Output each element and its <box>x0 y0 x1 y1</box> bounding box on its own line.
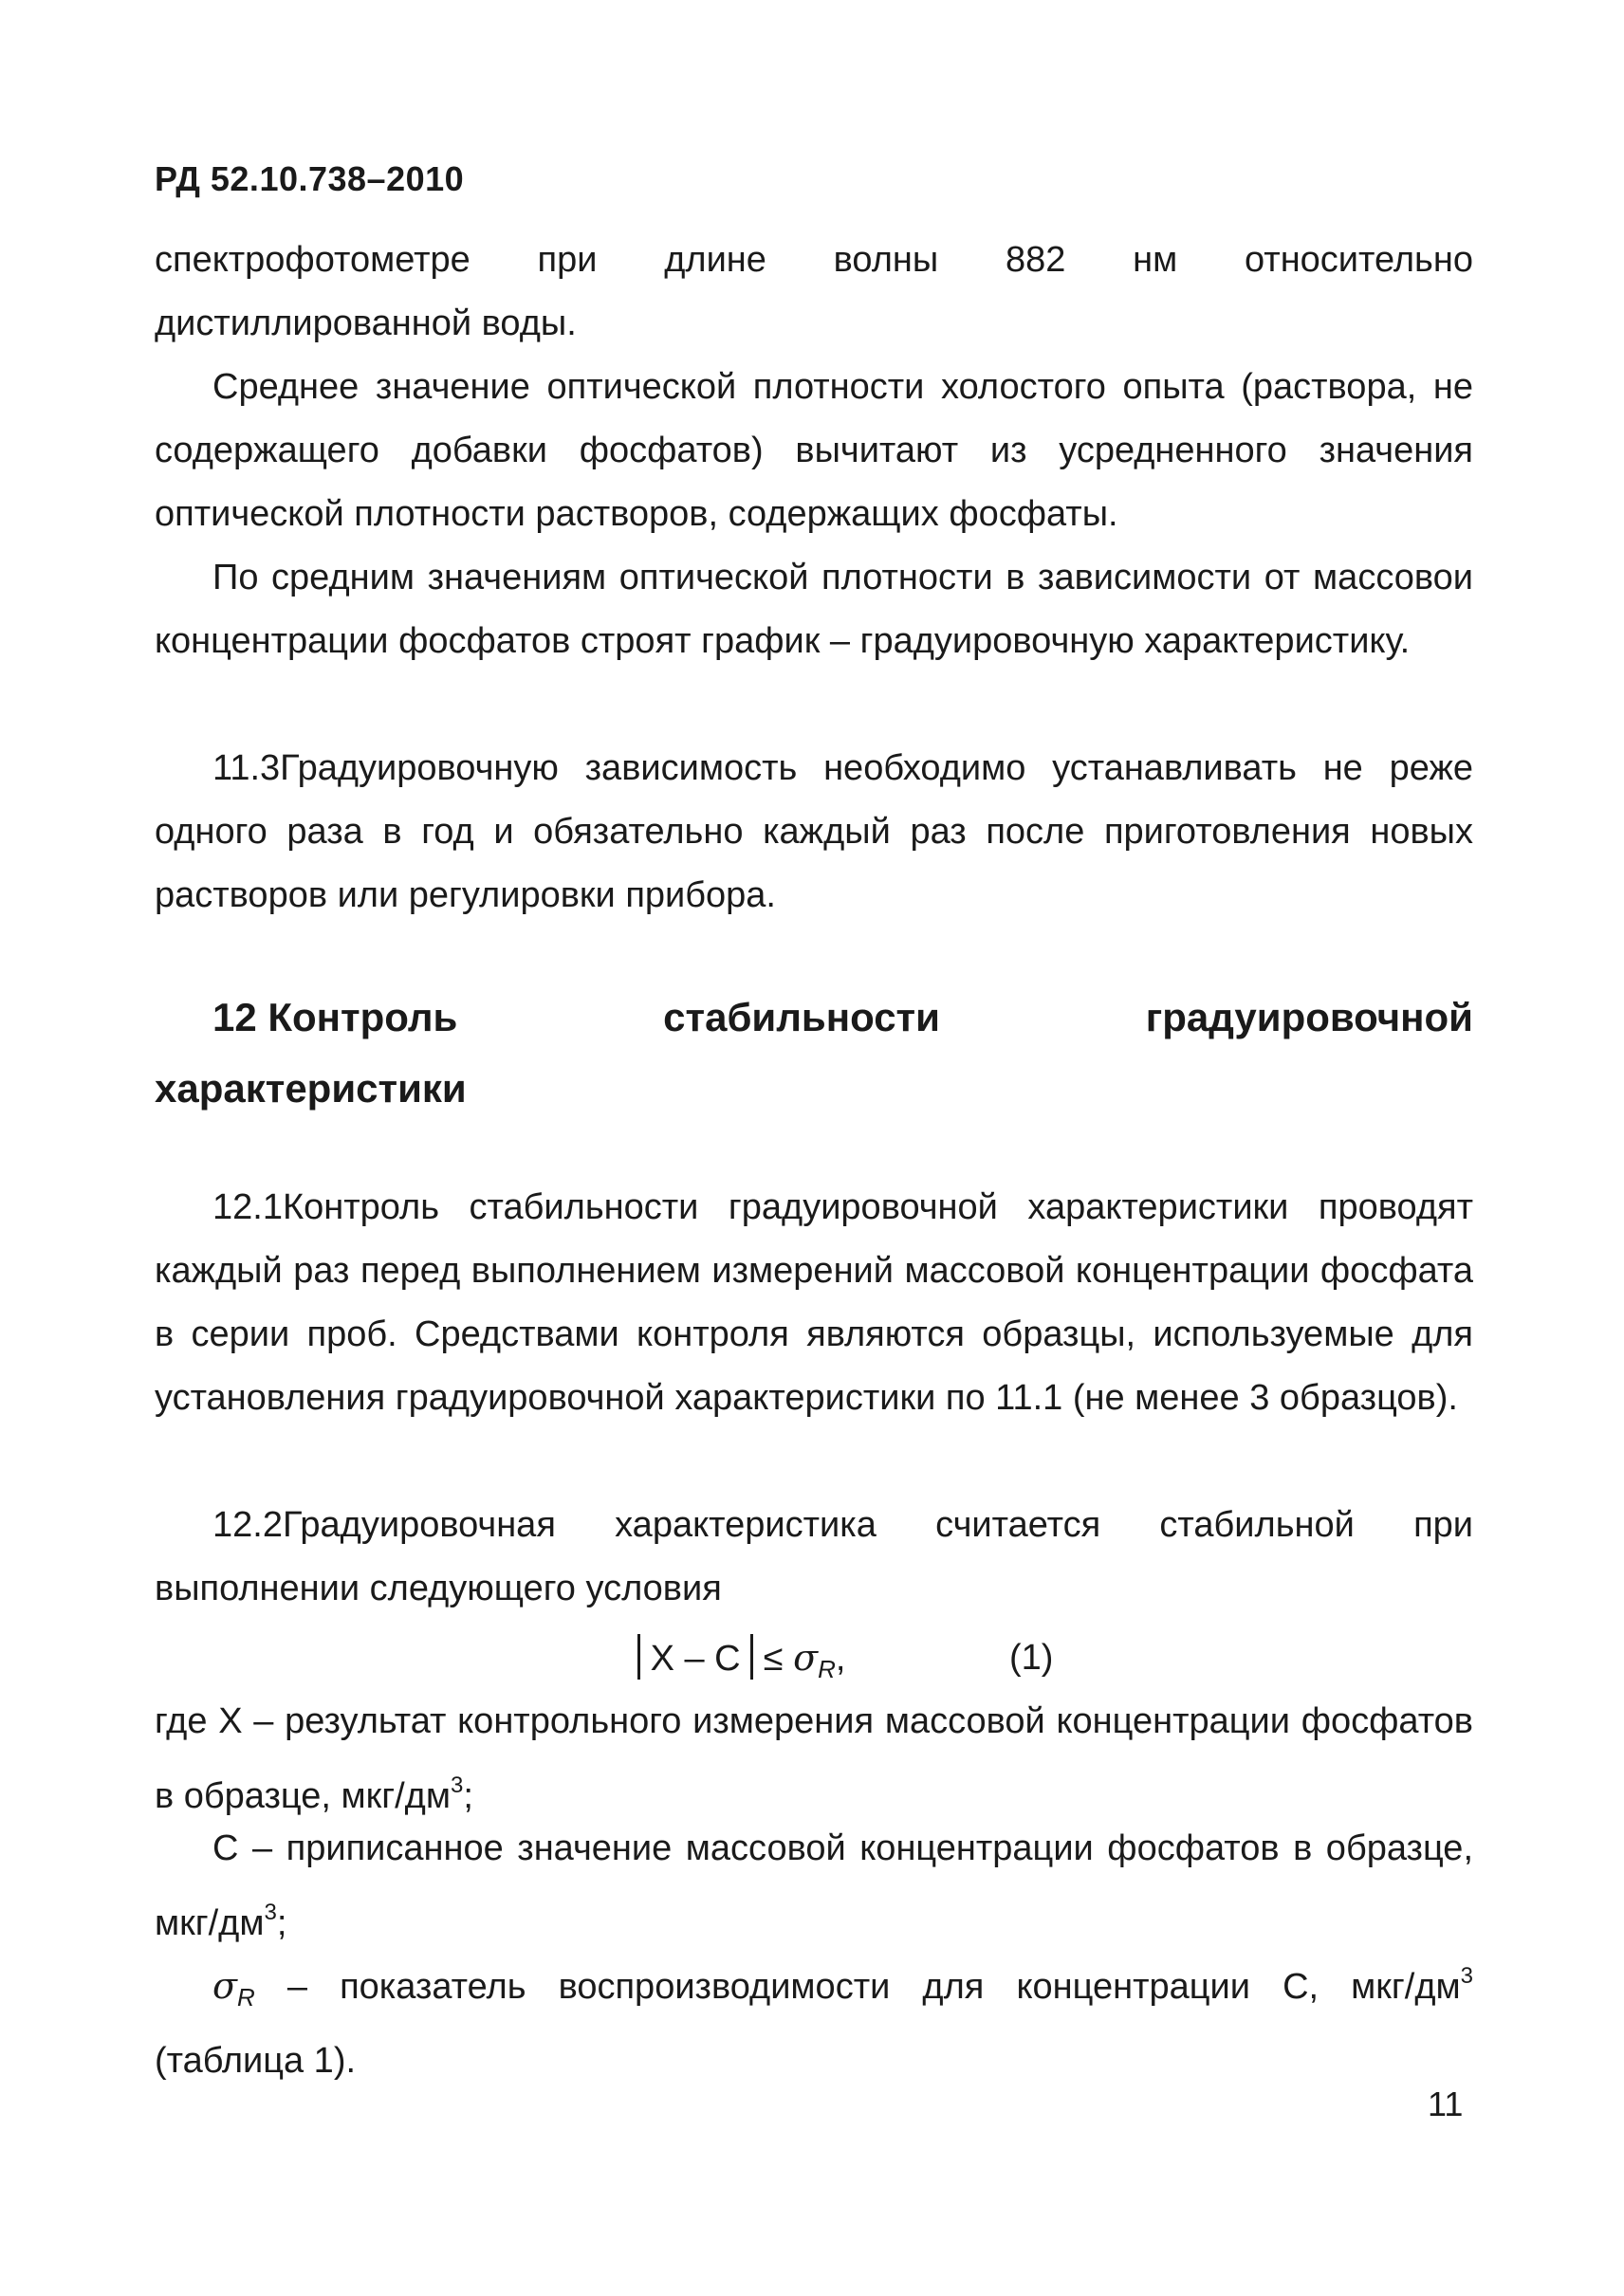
definition-x <box>155 1690 1473 1828</box>
word: при <box>1413 1505 1473 1545</box>
word: стабильной <box>1159 1505 1355 1545</box>
section-12-heading-line-2: характеристики <box>155 1066 467 1111</box>
word: волны <box>833 240 939 280</box>
definition-x-tail: ; <box>463 1776 473 1816</box>
heading-word: 12 Контроль <box>212 995 458 1039</box>
definition-sigma-text: – показатель воспроизводимости для концентрации C, мкг/дм <box>254 1967 1461 2007</box>
page-number: 11 <box>1428 2085 1464 2123</box>
formula-comma: , <box>835 1639 846 1679</box>
definition-c-tail: ; <box>276 1903 287 1943</box>
definition-c <box>155 1817 1473 1956</box>
word: считается <box>935 1505 1101 1545</box>
word: длине <box>664 240 766 280</box>
abs-bar-left <box>637 1634 640 1680</box>
paragraph-calibration-graph: По средним значениям оптической плотности в зависимости от массовои концентрации фосфатов строят график – градуировочную характеристику. <box>155 558 1473 661</box>
superscript-3: 3 <box>450 1773 464 1798</box>
sigma-subscript: R <box>818 1655 836 1683</box>
abs-bar-right <box>750 1634 753 1680</box>
formula-relation: ≤ <box>763 1639 784 1679</box>
section-12-heading <box>155 982 1473 1124</box>
section-12-heading-line-1 <box>155 982 1473 1053</box>
continuation-line-2: дистиллированной воды. <box>155 303 577 343</box>
word: при <box>537 240 598 280</box>
formula-expression: X – C <box>650 1639 741 1679</box>
document-code: РД 52.10.738–2010 <box>155 159 465 198</box>
superscript-3: 3 <box>264 1900 277 1925</box>
paragraph-12-2 <box>155 1494 1473 1621</box>
word: 12.2Градуировочная <box>212 1505 556 1545</box>
word: относительно <box>1244 240 1473 280</box>
heading-word: стабильности <box>663 995 940 1039</box>
paragraph-11-3: 11.3Градуировочную зависимость необходимо устанавливать не реже одного раза в год и обязательно каждый раз после приготовления новых растворов или регулировки прибора. <box>155 748 1473 915</box>
paragraph-12-2-line-1 <box>155 1494 1473 1557</box>
paragraph-12-1: 12.1Контроль стабильности градуировочной характеристики проводят каждый раз перед выполнением измерений массовой концентрации фосфата в серии проб. Средствами контроля являются образцы, используемые для установления градуировочной характеристики по 11.1 (не менее 3 образцов). <box>155 1187 1473 1418</box>
word: 882 <box>1005 240 1066 280</box>
word: характеристика <box>615 1505 877 1545</box>
paragraph-blank-correction: Среднее значение оптической плотности холостого опыта (раствора, не содержащего добавки фосфатов) вычитают из усредненного значения оптической плотности растворов, содержащих фосфаты. <box>155 367 1473 534</box>
paragraph-12-2-line-2: выполнении следующего условия <box>155 1569 722 1608</box>
definition-x-text: где X – результат контрольного измерения массовой концентрации фосфатов в образце, мкг/дм <box>155 1701 1473 1816</box>
continuation-line-1 <box>155 229 1473 292</box>
heading-word: градуировочной <box>1145 995 1473 1039</box>
sigma-symbol: σ <box>793 1637 819 1679</box>
definition-sigma <box>155 1944 1473 2093</box>
sigma-subscript: R <box>236 1983 255 2011</box>
sigma-symbol: σ <box>212 1965 237 2007</box>
definition-c-text: C – приписанное значение массовой концентрации фосфатов в образце, мкг/дм <box>155 1828 1473 1943</box>
word: нм <box>1133 240 1178 280</box>
superscript-3: 3 <box>1460 1963 1473 1989</box>
definition-sigma-line-2: (таблица 1). <box>155 2041 357 2081</box>
continuation-paragraph <box>155 229 1473 356</box>
word: спектрофотометре <box>155 240 471 280</box>
formula-number: (1) <box>1009 1638 1054 1678</box>
definition-sigma-line-1 <box>155 1944 1473 2030</box>
